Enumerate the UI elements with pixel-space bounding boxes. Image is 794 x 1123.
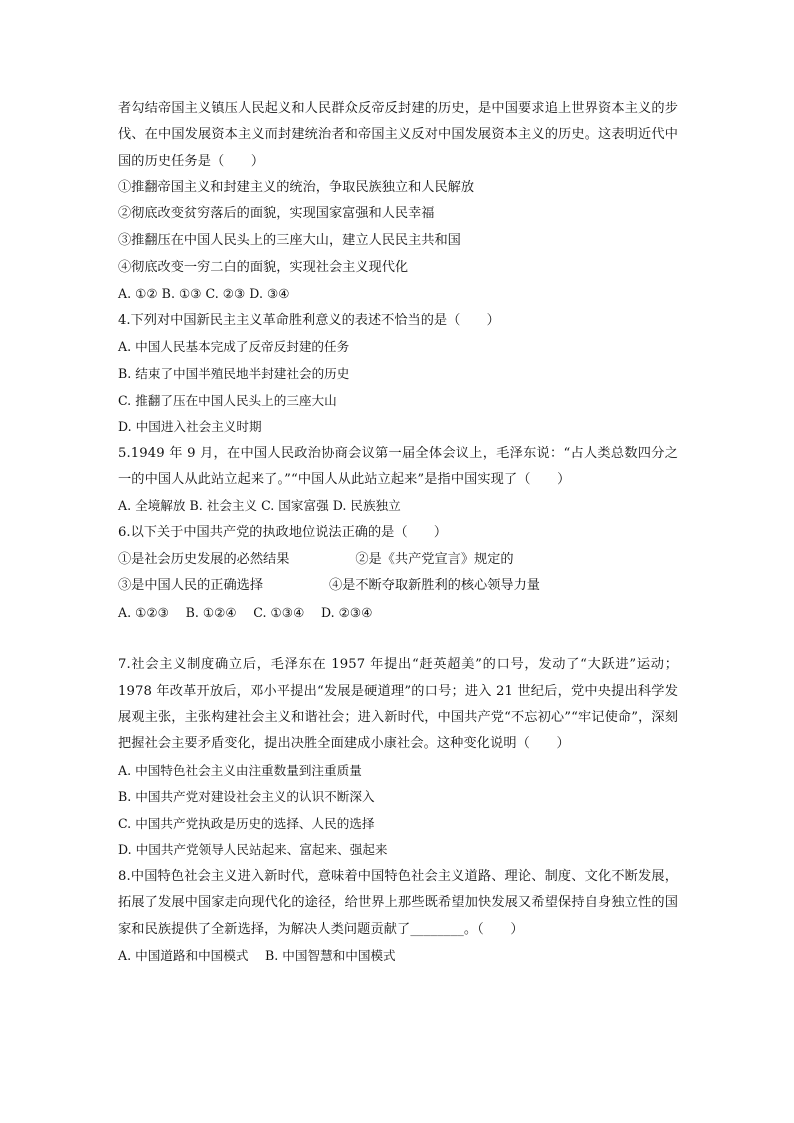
question-3-item-2: ②彻底改变贫穷落后的面貌，实现国家富强和人民幸福	[118, 206, 435, 222]
question-6-items-row-1: ①是社会历史发展的必然结果 ②是《共产党宣言》规定的	[118, 551, 514, 567]
question-7-option-a: A. 中国特色社会主义由注重数量到注重质量	[118, 762, 362, 778]
question-6-stem: 6.以下关于中国共产党的执政地位说法正确的是（ ）	[118, 525, 448, 541]
question-8-options: A. 中国道路和中国模式 B. 中国智慧和中国模式	[118, 947, 396, 963]
question-7-option-b: B. 中国共产党对建设社会主义的认识不断深入	[118, 789, 375, 805]
question-5-stem: 5.1949 年 9 月，在中国人民政治协商会议第一届全体会议上，毛泽东说：“占人类总数四分之一的中国人从此站立起来了。”“中国人从此站立起来”是指中国实现了（ ）	[118, 445, 678, 488]
question-7-option-d: D. 中国共产党领导人民站起来、富起来、强起来	[118, 842, 388, 858]
spacer	[118, 626, 678, 652]
question-4-option-d: D. 中国进入社会主义时期	[118, 419, 262, 435]
question-8-stem: 8.中国特色社会主义进入新时代，意味着中国特色社会主义道路、理论、制度、文化不断发展，拓展了发展中国家走向现代化的途径，给世界上那些既希望加快发展又希望保持自身独立性的国家和民族提供了全新选择，为解决人类问题贡献了________。（ ）	[118, 868, 678, 937]
question-3-options: A. ①② B. ①③ C. ②③ D. ③④	[118, 286, 290, 302]
question-6-options: A. ①②③ B. ①②④ C. ①③④ D. ②③④	[118, 604, 373, 620]
question-4-option-c: C. 推翻了压在中国人民头上的三座大山	[118, 392, 337, 408]
question-7-option-c: C. 中国共产党执政是历史的选择、人民的选择	[118, 815, 375, 831]
question-4-stem: 4.下列对中国新民主主义革命胜利意义的表述不恰当的是（ ）	[118, 312, 500, 328]
question-3-item-3: ③推翻压在中国人民头上的三座大山，建立人民民主共和国	[118, 233, 461, 249]
document-page	[118, 96, 678, 969]
question-5-options: A. 全境解放 B. 社会主义 C. 国家富强 D. 民族独立	[118, 498, 401, 514]
question-6-items-row-2: ③是中国人民的正确选择 ④是不断夺取新胜利的核心领导力量	[118, 578, 540, 594]
question-3-stem: 者勾结帝国主义镇压人民起义和人民群众反帝反封建的历史，是中国要求追上世界资本主义的步伐、在中国发展资本主义而封建统治者和帝国主义反对中国发展资本主义的历史。这表明近代中国的历史任务是（ ）	[118, 101, 678, 169]
question-4-option-a: A. 中国人民基本完成了反帝反封建的任务	[118, 339, 350, 355]
question-7-stem: 7.社会主义制度确立后，毛泽东在 1957 年提出“赶英超美”的口号，发动了“大跃进”运动；1978 年改革开放后，邓小平提出“发展是硬道理”的口号；进入 21 世纪后，党中央提出科学发展观主张，主张构建社会主义和谐社会；进入新时代，中国共产党“不忘初心”“牢记使命”，深刻把握社会主要矛盾变化，提出决胜全面建成小康社会。这种变化说明（ ）	[118, 657, 678, 752]
question-3-item-4: ④彻底改变一穷二白的面貌，实现社会主义现代化	[118, 259, 409, 275]
question-4-option-b: B. 结束了中国半殖民地半封建社会的历史	[118, 366, 350, 382]
question-3-item-1: ①推翻帝国主义和封建主义的统治，争取民族独立和人民解放	[118, 179, 475, 195]
